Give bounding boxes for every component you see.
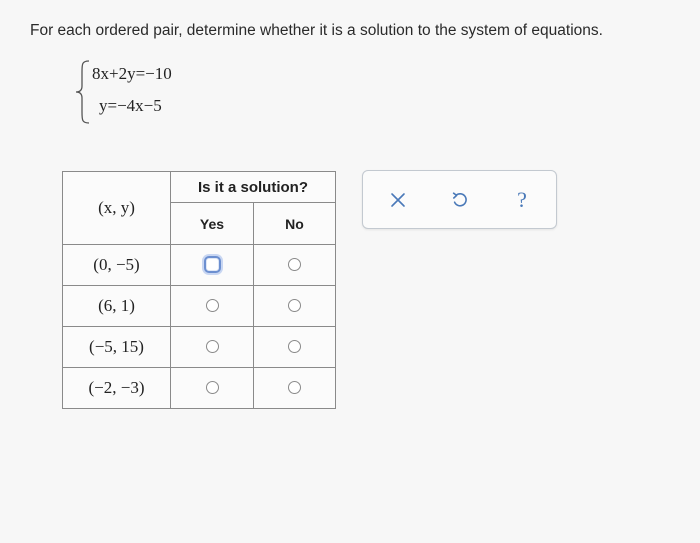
table-row [63,327,336,368]
ordered-pair: (0, −5) [63,245,171,286]
solution-table [62,171,336,409]
yes-cell [171,368,254,409]
ordered-pair: (6, 1) [63,286,171,327]
yes-column-header: Yes [171,203,254,245]
clear-button[interactable] [383,185,413,215]
ordered-pair: (−5, 15) [63,327,171,368]
equation-1: 8x+2y=−10 [92,64,172,83]
ordered-pair: (−2, −3) [63,368,171,409]
x-icon [390,192,406,208]
no-column-header: No [254,203,336,245]
yes-radio[interactable] [206,299,219,312]
table-row [63,368,336,409]
no-cell [254,286,336,327]
left-brace-icon [75,60,91,124]
yes-radio[interactable] [206,340,219,353]
table-row [63,245,336,286]
no-cell [254,245,336,286]
no-cell [254,368,336,409]
yes-radio[interactable] [204,256,221,273]
equation-2: y=−4x−5 [99,96,162,115]
yes-cell [171,327,254,368]
yes-cell [171,286,254,327]
answer-toolbar [362,170,557,229]
yes-cell [171,245,254,286]
help-button[interactable] [507,185,537,215]
pair-column-header: (x, y) [63,172,171,245]
no-radio[interactable] [288,299,301,312]
table-row [63,286,336,327]
help-icon: ? [517,187,527,212]
undo-icon [450,190,470,210]
equation-system [75,58,235,128]
yes-radio[interactable] [206,381,219,394]
problem-prompt: For each ordered pair, determine whether it is a solution to the system of equations. [30,22,603,39]
undo-button[interactable] [445,185,475,215]
no-cell [254,327,336,368]
no-radio[interactable] [288,381,301,394]
no-radio[interactable] [288,258,301,271]
no-radio[interactable] [288,340,301,353]
table-title: Is it a solution? [171,172,336,203]
